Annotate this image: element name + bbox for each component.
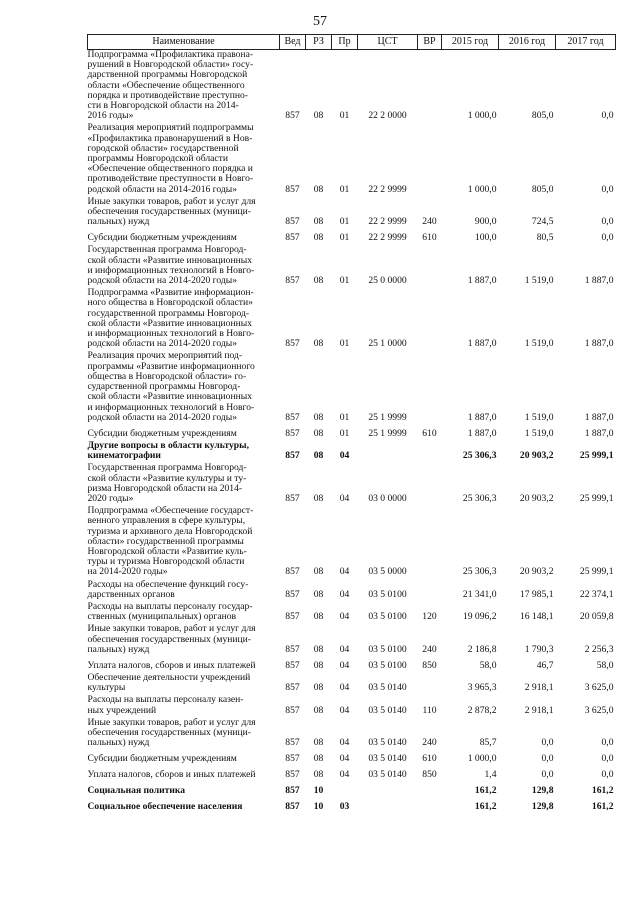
cell-rz: 08 bbox=[313, 275, 324, 287]
cell-cst: 03 5 0000 bbox=[368, 566, 407, 578]
cell-2017: 1 887,0 bbox=[584, 427, 614, 439]
cell-name: Расходы на обеспечение функций госу- дарственных органов bbox=[87, 578, 249, 600]
cell-2017: 161,2 bbox=[591, 785, 614, 797]
cell-2017: 0,0 bbox=[601, 737, 614, 749]
cell-2016: 17 985,1 bbox=[519, 588, 554, 600]
cell-name: Иные закупки товаров, работ и услуг для обеспечения государственных (муници- пальных) нужд bbox=[87, 195, 256, 228]
cell-cst: 03 5 0140 bbox=[368, 769, 407, 781]
cell-ved: 857 bbox=[285, 492, 300, 504]
cell-vr: 610 bbox=[422, 427, 437, 439]
cell-rz: 08 bbox=[313, 338, 324, 350]
cell-2016: 805,0 bbox=[531, 110, 554, 122]
cell-pr: 01 bbox=[339, 183, 350, 195]
cell-vr: 850 bbox=[422, 659, 437, 671]
cell-rz: 08 bbox=[313, 492, 324, 504]
cell-2017: 0,0 bbox=[601, 110, 614, 122]
cell-cst: 03 5 0140 bbox=[368, 682, 407, 694]
cell-2017: 0,0 bbox=[601, 216, 614, 228]
cell-2015: 19 096,2 bbox=[462, 611, 497, 623]
header-cst: ЦСТ bbox=[358, 35, 418, 50]
cell-name: Иные закупки товаров, работ и услуг для обеспечения государственных (муници- пальных) нужд bbox=[87, 623, 256, 655]
cell-2015: 25 306,3 bbox=[462, 450, 497, 462]
cell-ved: 857 bbox=[285, 450, 300, 462]
table-row bbox=[88, 798, 616, 814]
cell-2015: 1 000,0 bbox=[467, 183, 497, 195]
cell-pr: 03 bbox=[339, 801, 350, 813]
cell-pr: 04 bbox=[339, 588, 350, 600]
cell-2016: 80,5 bbox=[536, 232, 554, 244]
cell-rz: 08 bbox=[313, 704, 324, 716]
table-row bbox=[88, 657, 616, 673]
cell-vr bbox=[418, 782, 442, 798]
cell-2017: 1 887,0 bbox=[584, 338, 614, 350]
cell-2015: 161,2 bbox=[474, 785, 497, 797]
cell-rz: 08 bbox=[313, 643, 324, 655]
cell-2015: 1 887,0 bbox=[467, 411, 497, 423]
cell-2017: 161,2 bbox=[591, 801, 614, 813]
cell-2016: 46,7 bbox=[536, 659, 554, 671]
cell-cst: 25 0 0000 bbox=[368, 275, 407, 287]
table-row bbox=[88, 766, 616, 782]
cell-pr: 04 bbox=[339, 566, 350, 578]
page-number: 57 bbox=[313, 14, 327, 29]
cell-vr: 610 bbox=[422, 232, 437, 244]
cell-vr: 240 bbox=[422, 737, 437, 749]
cell-2015: 1 000,0 bbox=[467, 110, 497, 122]
cell-cst: 25 1 9999 bbox=[368, 427, 407, 439]
cell-2015: 2 186,8 bbox=[467, 643, 497, 655]
table-row bbox=[88, 463, 616, 506]
cell-ved: 857 bbox=[285, 801, 300, 813]
cell-rz: 10 bbox=[313, 801, 324, 813]
cell-cst: 03 5 0140 bbox=[368, 753, 407, 765]
cell-2017: 58,0 bbox=[596, 659, 614, 671]
table-row bbox=[88, 506, 616, 579]
cell-name: Субсидии бюджетным учреждениям bbox=[87, 753, 237, 765]
cell-ved: 857 bbox=[285, 110, 300, 122]
cell-rz: 08 bbox=[313, 566, 324, 578]
cell-ved: 857 bbox=[285, 216, 300, 228]
cell-ved: 857 bbox=[285, 232, 300, 244]
cell-name: Другие вопросы в области культуры, кинематографии bbox=[87, 439, 250, 462]
cell-vr: 850 bbox=[422, 769, 437, 781]
cell-pr: 04 bbox=[339, 611, 350, 623]
cell-2016: 1 519,0 bbox=[524, 427, 554, 439]
cell-2016: 805,0 bbox=[531, 183, 554, 195]
cell-2016: 16 148,1 bbox=[519, 611, 554, 623]
cell-vr: 110 bbox=[422, 704, 437, 716]
cell-2015: 1 887,0 bbox=[467, 427, 497, 439]
table-row bbox=[88, 624, 616, 657]
cell-cst: 03 5 0100 bbox=[368, 588, 407, 600]
cell-cst: 22 2 9999 bbox=[368, 216, 407, 228]
cell-2015: 25 306,3 bbox=[462, 566, 497, 578]
table-row bbox=[88, 695, 616, 717]
header-2016: 2016 год bbox=[499, 35, 556, 50]
cell-pr: 04 bbox=[339, 682, 350, 694]
cell-vr bbox=[418, 50, 442, 124]
cell-vr bbox=[418, 351, 442, 424]
cell-pr: 01 bbox=[339, 216, 350, 228]
cell-pr: 01 bbox=[339, 338, 350, 350]
cell-ved: 857 bbox=[285, 659, 300, 671]
cell-ved: 857 bbox=[285, 704, 300, 716]
cell-vr: 120 bbox=[422, 611, 437, 623]
cell-2017: 0,0 bbox=[601, 183, 614, 195]
cell-name: Подпрограмма «Обеспечение государст- венного управления в сфере культуры, туризма и архивного дела Новгородской области» государственной программы Новгородской области «Развитие куль- туры и туризма Новгородской области на 2014-2020 годы» bbox=[87, 505, 254, 578]
cell-vr bbox=[418, 673, 442, 695]
cell-2016: 2 918,1 bbox=[524, 682, 554, 694]
cell-2015: 1 000,0 bbox=[467, 753, 497, 765]
cell-cst: 22 2 9999 bbox=[368, 183, 407, 195]
cell-2017: 25 999,1 bbox=[579, 492, 614, 504]
cell-rz: 08 bbox=[313, 232, 324, 244]
table-row bbox=[88, 580, 616, 602]
cell-2017: 25 999,1 bbox=[579, 566, 614, 578]
cell-rz: 08 bbox=[313, 110, 324, 122]
cell-pr: 01 bbox=[339, 275, 350, 287]
cell-vr: 240 bbox=[422, 643, 437, 655]
cell-pr: 04 bbox=[339, 492, 350, 504]
cell-rz: 08 bbox=[313, 753, 324, 765]
header-2015: 2015 год bbox=[442, 35, 499, 50]
cell-2017: 1 887,0 bbox=[584, 275, 614, 287]
header-name: Наименование bbox=[88, 35, 280, 50]
cell-ved: 857 bbox=[285, 566, 300, 578]
cell-2015: 21 341,0 bbox=[462, 588, 497, 600]
cell-2017: 3 625,0 bbox=[584, 682, 614, 694]
table-body bbox=[88, 50, 616, 815]
table-row bbox=[88, 245, 616, 288]
cell-rz: 08 bbox=[313, 588, 324, 600]
table-row bbox=[88, 123, 616, 196]
budget-table bbox=[87, 34, 616, 814]
cell-cst: 25 1 9999 bbox=[368, 411, 407, 423]
cell-name: Реализация прочих мероприятий под- программы «Развитие информационного общества в Новгородской области» го- сударственной программы Новгород- ской области «Развитие инновационных и информационных технологий в Новго- родской области на 2014-2020 годы» bbox=[87, 350, 255, 423]
cell-pr: 01 bbox=[339, 411, 350, 423]
cell-rz: 08 bbox=[313, 411, 324, 423]
cell-cst bbox=[358, 798, 418, 814]
cell-cst: 03 5 0100 bbox=[368, 643, 407, 655]
cell-name: Уплата налогов, сборов и иных платежей bbox=[87, 769, 256, 781]
cell-ved: 857 bbox=[285, 427, 300, 439]
cell-rz: 08 bbox=[313, 769, 324, 781]
cell-2016: 129,8 bbox=[531, 785, 554, 797]
cell-ved: 857 bbox=[285, 737, 300, 749]
header-rz: РЗ bbox=[306, 35, 332, 50]
cell-name: Подпрограмма «Профилактика правона- рушений в Новгородской области» госу- дарственной программы Новгородской области «Обеспечение общественного порядка и противодействие преступно- сти в Новгородской области на 2014- 2016 годы» bbox=[87, 49, 254, 122]
cell-2016: 20 903,2 bbox=[519, 450, 554, 462]
cell-ved: 857 bbox=[285, 183, 300, 195]
cell-pr: 04 bbox=[339, 704, 350, 716]
table-row bbox=[88, 718, 616, 751]
cell-name: Иные закупки товаров, работ и услуг для обеспечения государственных (муници- пальных) нужд bbox=[87, 716, 256, 749]
cell-name: Социальная политика bbox=[87, 785, 186, 797]
cell-ved: 857 bbox=[285, 338, 300, 350]
cell-ved: 857 bbox=[285, 611, 300, 623]
cell-rz: 10 bbox=[313, 785, 324, 797]
cell-2015: 161,2 bbox=[474, 801, 497, 813]
table-row bbox=[88, 750, 616, 766]
table-row bbox=[88, 782, 616, 798]
table-header-row bbox=[88, 35, 616, 50]
cell-rz: 08 bbox=[313, 611, 324, 623]
cell-2016: 0,0 bbox=[541, 769, 554, 781]
cell-pr: 04 bbox=[339, 737, 350, 749]
cell-ved: 857 bbox=[285, 682, 300, 694]
cell-rz: 08 bbox=[313, 737, 324, 749]
cell-2015: 3 965,3 bbox=[467, 682, 497, 694]
cell-2017: 20 059,8 bbox=[579, 611, 614, 623]
cell-vr bbox=[418, 506, 442, 579]
table-row bbox=[88, 425, 616, 441]
cell-ved: 857 bbox=[285, 643, 300, 655]
cell-cst: 03 5 0100 bbox=[368, 611, 407, 623]
table-row bbox=[88, 673, 616, 695]
cell-ved: 857 bbox=[285, 785, 300, 797]
cell-pr: 04 bbox=[339, 450, 350, 462]
cell-2017: 25 999,1 bbox=[579, 450, 614, 462]
cell-cst: 03 5 0140 bbox=[368, 737, 407, 749]
cell-vr bbox=[418, 798, 442, 814]
cell-2015: 900,0 bbox=[474, 216, 497, 228]
cell-pr: 01 bbox=[339, 110, 350, 122]
cell-2015: 25 306,3 bbox=[462, 492, 497, 504]
cell-pr: 01 bbox=[339, 232, 350, 244]
cell-ved: 857 bbox=[285, 753, 300, 765]
cell-pr: 01 bbox=[339, 427, 350, 439]
cell-cst: 22 2 0000 bbox=[368, 110, 407, 122]
header-2017: 2017 год bbox=[556, 35, 616, 50]
cell-vr: 240 bbox=[422, 216, 437, 228]
cell-2015: 1 887,0 bbox=[467, 275, 497, 287]
cell-2017: 3 625,0 bbox=[584, 704, 614, 716]
cell-name: Субсидии бюджетным учреждениям bbox=[87, 427, 237, 439]
cell-name: Социальное обеспечение населения bbox=[87, 801, 243, 813]
cell-pr: 04 bbox=[339, 769, 350, 781]
cell-ved: 857 bbox=[285, 588, 300, 600]
cell-2017: 0,0 bbox=[601, 232, 614, 244]
cell-rz: 08 bbox=[313, 450, 324, 462]
cell-vr: 610 bbox=[422, 753, 437, 765]
cell-vr bbox=[418, 463, 442, 506]
cell-name: Подпрограмма «Развитие информацион- ного общества в Новгородской области» государственной программы Новгород- ской области «Развитие инновационных и информационных технологий в Новго- родской области на 2014-2020 годы» bbox=[87, 287, 255, 350]
cell-2017: 22 374,1 bbox=[579, 588, 614, 600]
cell-2016: 20 903,2 bbox=[519, 566, 554, 578]
cell-2016: 1 519,0 bbox=[524, 338, 554, 350]
cell-rz: 08 bbox=[313, 216, 324, 228]
cell-cst bbox=[358, 441, 418, 463]
cell-2017: 1 887,0 bbox=[584, 411, 614, 423]
cell-pr: 04 bbox=[339, 753, 350, 765]
cell-2015: 58,0 bbox=[479, 659, 497, 671]
cell-cst bbox=[358, 782, 418, 798]
cell-name: Уплата налогов, сборов и иных платежей bbox=[87, 659, 256, 671]
cell-vr bbox=[418, 123, 442, 196]
cell-2016: 724,5 bbox=[531, 216, 554, 228]
table-row bbox=[88, 229, 616, 245]
cell-ved: 857 bbox=[285, 275, 300, 287]
cell-2016: 0,0 bbox=[541, 753, 554, 765]
table-row bbox=[88, 602, 616, 624]
cell-2016: 1 519,0 bbox=[524, 411, 554, 423]
cell-2016: 1 519,0 bbox=[524, 275, 554, 287]
cell-pr bbox=[332, 782, 358, 798]
table-row bbox=[88, 197, 616, 230]
cell-name: Расходы на выплаты персоналу государ- ственных (муниципальных) органов bbox=[87, 600, 253, 623]
cell-2016: 20 903,2 bbox=[519, 492, 554, 504]
cell-rz: 08 bbox=[313, 659, 324, 671]
cell-2017: 0,0 bbox=[601, 753, 614, 765]
header-pr: Пр bbox=[332, 35, 358, 50]
cell-2017: 0,0 bbox=[601, 769, 614, 781]
cell-pr: 04 bbox=[339, 659, 350, 671]
cell-name: Субсидии бюджетным учреждениям bbox=[87, 232, 237, 244]
cell-rz: 08 bbox=[313, 682, 324, 694]
cell-2015: 100,0 bbox=[474, 232, 497, 244]
cell-2016: 129,8 bbox=[531, 801, 554, 813]
cell-name: Реализация мероприятий подпрограммы «Профилактика правонарушений в Нов- городской области» государственной программы Новгородской области «Обеспечение общественного порядка и противодействие преступности в Новго- родской области на 2014-2016 годы» bbox=[87, 122, 254, 195]
cell-vr bbox=[418, 580, 442, 602]
cell-cst: 22 2 9999 bbox=[368, 232, 407, 244]
cell-name: Государственная программа Новгород- ской области «Развитие инновационных и информационных технологий в Новго- родской области на 2014-2020 годы» bbox=[87, 244, 255, 287]
header-vr: ВР bbox=[418, 35, 442, 50]
cell-2015: 1 887,0 bbox=[467, 338, 497, 350]
cell-vr bbox=[418, 245, 442, 288]
cell-name: Государственная программа Новгород- ской области «Развитие культуры и ту- ризма Новгородской области на 2014- 2020 годы» bbox=[87, 462, 247, 504]
cell-pr: 04 bbox=[339, 643, 350, 655]
cell-vr bbox=[418, 288, 442, 351]
cell-ved: 857 bbox=[285, 769, 300, 781]
cell-ved: 857 bbox=[285, 411, 300, 423]
table-row bbox=[88, 288, 616, 351]
cell-2017: 2 256,3 bbox=[584, 643, 614, 655]
cell-2016: 2 918,1 bbox=[524, 704, 554, 716]
header-ved: Вед bbox=[280, 35, 306, 50]
cell-name: Обеспечение деятельности учреждений культуры bbox=[87, 671, 251, 694]
cell-cst: 03 0 0000 bbox=[368, 492, 407, 504]
cell-2016: 1 790,3 bbox=[524, 643, 554, 655]
cell-name: Расходы на выплаты персоналу казен- ных учреждений bbox=[87, 694, 244, 716]
cell-2016: 0,0 bbox=[541, 737, 554, 749]
table-row bbox=[88, 351, 616, 424]
cell-rz: 08 bbox=[313, 427, 324, 439]
cell-2015: 2 878,2 bbox=[467, 704, 497, 716]
cell-cst: 03 5 0140 bbox=[368, 704, 407, 716]
table-row bbox=[88, 441, 616, 463]
cell-cst: 03 5 0100 bbox=[368, 659, 407, 671]
cell-cst: 25 1 0000 bbox=[368, 338, 407, 350]
cell-2015: 1,4 bbox=[484, 769, 497, 781]
cell-2015: 85,7 bbox=[479, 737, 497, 749]
cell-rz: 08 bbox=[313, 183, 324, 195]
table-row bbox=[88, 50, 616, 124]
cell-vr bbox=[418, 441, 442, 463]
